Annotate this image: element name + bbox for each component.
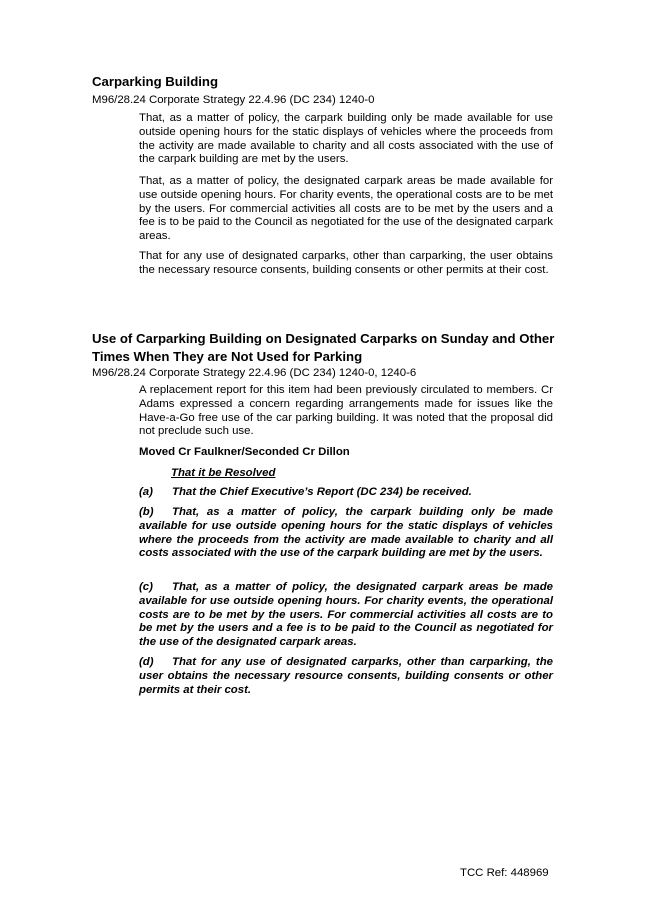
resolution-label: (b) xyxy=(139,506,154,518)
policy-paragraph-1: That, as a matter of policy, the carpark building only be made available for use outside opening hours for the static displays of vehicles where the proceeds from the activity are made available to charity and all costs associated with the use of the carpark building are met by the users. xyxy=(139,112,553,166)
resolution-label: (a) xyxy=(139,486,153,498)
policy-paragraph-2: That, as a matter of policy, the designated carpark areas be made available for use outside opening hours. For charity events, the operational costs are to be met by the users. For commercial activities all costs are to be met by the users and a fee is to be paid to the Council as negotiated for the use of the designated carpark areas. xyxy=(139,175,553,243)
resolution-label: (c) xyxy=(139,581,153,593)
section-heading-line-1: Use of Carparking Building on Designated Carparks on Sunday and Other xyxy=(92,331,555,346)
resolution-text: That, as a matter of policy, the designated carpark areas be made available for use outside opening hours. For charity events, the operational costs are to be met by the users. For commercial activities all costs are to be met by the users and a fee is to be paid to the Council as negotiated for the use of the designated carpark areas. xyxy=(139,581,553,649)
section-reference-line: M96/28.24 Corporate Strategy 22.4.96 (DC 234) 1240-0 xyxy=(92,94,375,106)
resolution-label: (d) xyxy=(139,656,154,668)
resolution-text: That the Chief Executive’s Report (DC 234) be received. xyxy=(172,486,472,498)
section-reference-line-2: M96/28.24 Corporate Strategy 22.4.96 (DC 234) 1240-0, 1240-6 xyxy=(92,367,417,379)
section-heading-line-2: Times When They are Not Used for Parking xyxy=(92,349,363,364)
resolution-d xyxy=(139,656,553,697)
intro-paragraph: A replacement report for this item had been previously circulated to members. Cr Adams expressed a concern regarding arrangements made for issues like the Have-a-Go free use of the car parking building. It was noted that the proposal did not preclude such use. xyxy=(139,384,553,438)
resolution-c xyxy=(139,581,553,650)
resolution-text: That, as a matter of policy, the carpark building only be made available for use outside opening hours for the static displays of vehicles where the proceeds from the activity are made available to charity and all costs associated with the use of the carpark building are met by the users. xyxy=(139,506,553,560)
resolution-text: That for any use of designated carparks, other than carparking, the user obtains the necessary resource consents, building consents or other permits at their cost. xyxy=(139,656,553,696)
section-heading-carparking-building: Carparking Building xyxy=(92,74,219,89)
moved-seconded-line: Moved Cr Faulkner/Seconded Cr Dillon xyxy=(139,446,350,458)
footer-reference: TCC Ref: 448969 xyxy=(460,867,549,879)
policy-paragraph-3: That for any use of designated carparks, other than carparking, the user obtains the necessary resource consents, building consents or other permits at their cost. xyxy=(139,250,553,276)
section-heading-sunday-use xyxy=(92,330,562,366)
resolution-b xyxy=(139,506,553,561)
resolution-a xyxy=(139,486,553,500)
resolved-heading: That it be Resolved xyxy=(171,467,276,479)
